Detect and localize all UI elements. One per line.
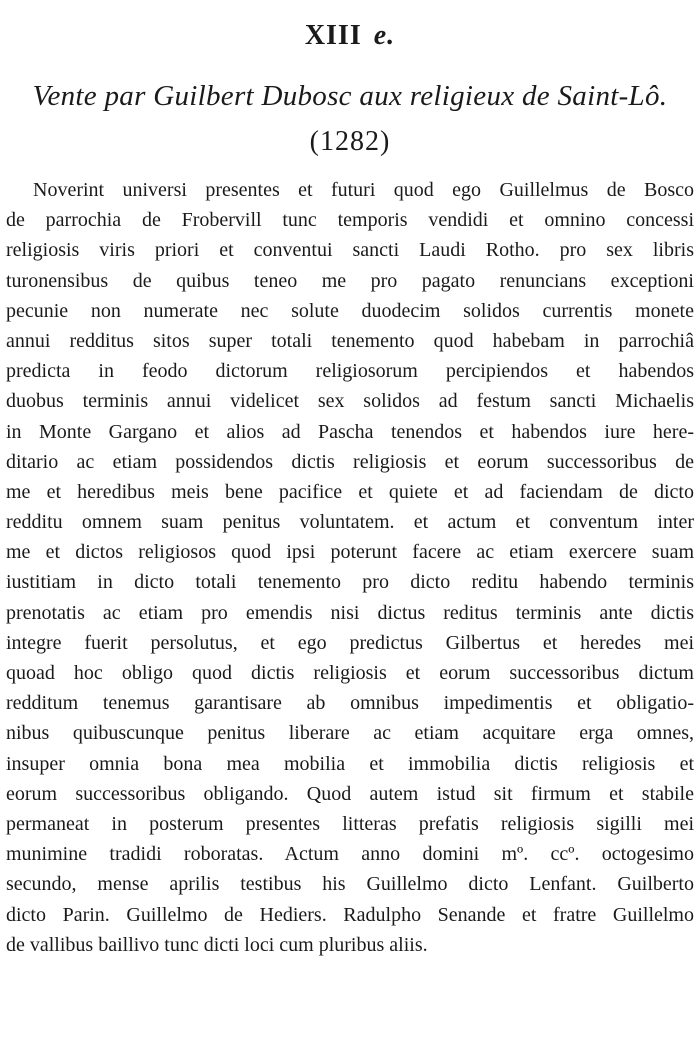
charter-number-letter: e. — [373, 20, 396, 51]
body-line: religiosis viris priori et conventui sancti Laudi Rotho. pro sex libris — [6, 239, 694, 262]
body-line: me et heredibus meis bene pacifice et quiete et ad faciendam de dicto — [6, 480, 694, 503]
body-line: redditum tenemus garantisare ab omnibus impedimentis et obligatio- — [6, 692, 694, 715]
body-line: me et dictos religiosos quod ipsi poterunt facere ac etiam exercere suam — [6, 541, 694, 564]
body-line: de parrochia de Frobervill tunc temporis vendidi et omnino concessi — [6, 209, 694, 232]
charter-body — [6, 175, 694, 960]
body-line: quoad hoc obligo quod dictis religiosis et eorum successoribus dictum — [6, 662, 694, 684]
body-line: secundo, mense aprilis testibus his Guillelmo dicto Lenfant. Guilberto — [6, 873, 694, 896]
body-line: ditario ac etiam possidendos dictis religiosis et eorum successoribus de — [6, 450, 694, 473]
body-line: permaneat in posterum presentes litteras prefatis religiosis sigilli mei — [6, 812, 694, 835]
body-line: pecunie non numerate nec solute duodecim solidos currentis monete — [6, 299, 694, 322]
charter-title: Vente par Guilbert Dubosc aux religieux de Saint-Lô. — [32, 80, 668, 112]
body-line: integre fuerit persolutus, et ego predictus Gilbertus et heredes mei — [6, 631, 694, 654]
body-line: insuper omnia bona mea mobilia et immobilia dictis religiosis et — [6, 752, 694, 775]
body-line: duobus terminis annui videlicet sex solidos ad festum sancti Michaelis — [6, 390, 694, 413]
body-line: in Monte Gargano et alios ad Pascha tenendos et habendos iure here- — [6, 420, 694, 443]
body-line: predicta in feodo dictorum religiosorum percipiendos et habendos — [6, 360, 694, 383]
body-line: prenotatis ac etiam pro emendis nisi dictus reditus terminis ante dictis — [6, 601, 694, 624]
body-line: munimine tradidi roboratas. Actum anno domini mº. ccº. octogesimo — [6, 843, 694, 866]
body-line: dicto Parin. Guillelmo de Hediers. Radulpho Senande et fratre Guillelmo — [6, 903, 694, 926]
body-line: eorum successoribus obligando. Quod autem istud sit firmum et stabile — [6, 782, 694, 805]
body-line: Noverint universi presentes et futuri quod ego Guillelmus de Bosco — [33, 179, 694, 201]
body-line: de vallibus baillivo tunc dicti loci cum pluribus aliis. — [6, 933, 428, 956]
body-line: iustitiam in dicto totali tenemento pro dicto reditu habendo terminis — [6, 571, 694, 594]
body-line: nibus quibuscunque penitus liberare ac etiam acquitare erga omnes, — [6, 722, 694, 745]
body-line: annui redditus sitos super totali tenemento quod habebam in parrochiâ — [6, 329, 694, 352]
charter-date: (1282) — [309, 126, 391, 157]
body-line: redditu omnem suam penitus voluntatem. et actum et conventum inter — [6, 511, 694, 534]
charter-number-roman: XIII — [304, 20, 362, 51]
charter-number — [0, 20, 700, 52]
body-line: turonensibus de quibus teneo me pro pagato renuncians exceptioni — [6, 269, 694, 292]
